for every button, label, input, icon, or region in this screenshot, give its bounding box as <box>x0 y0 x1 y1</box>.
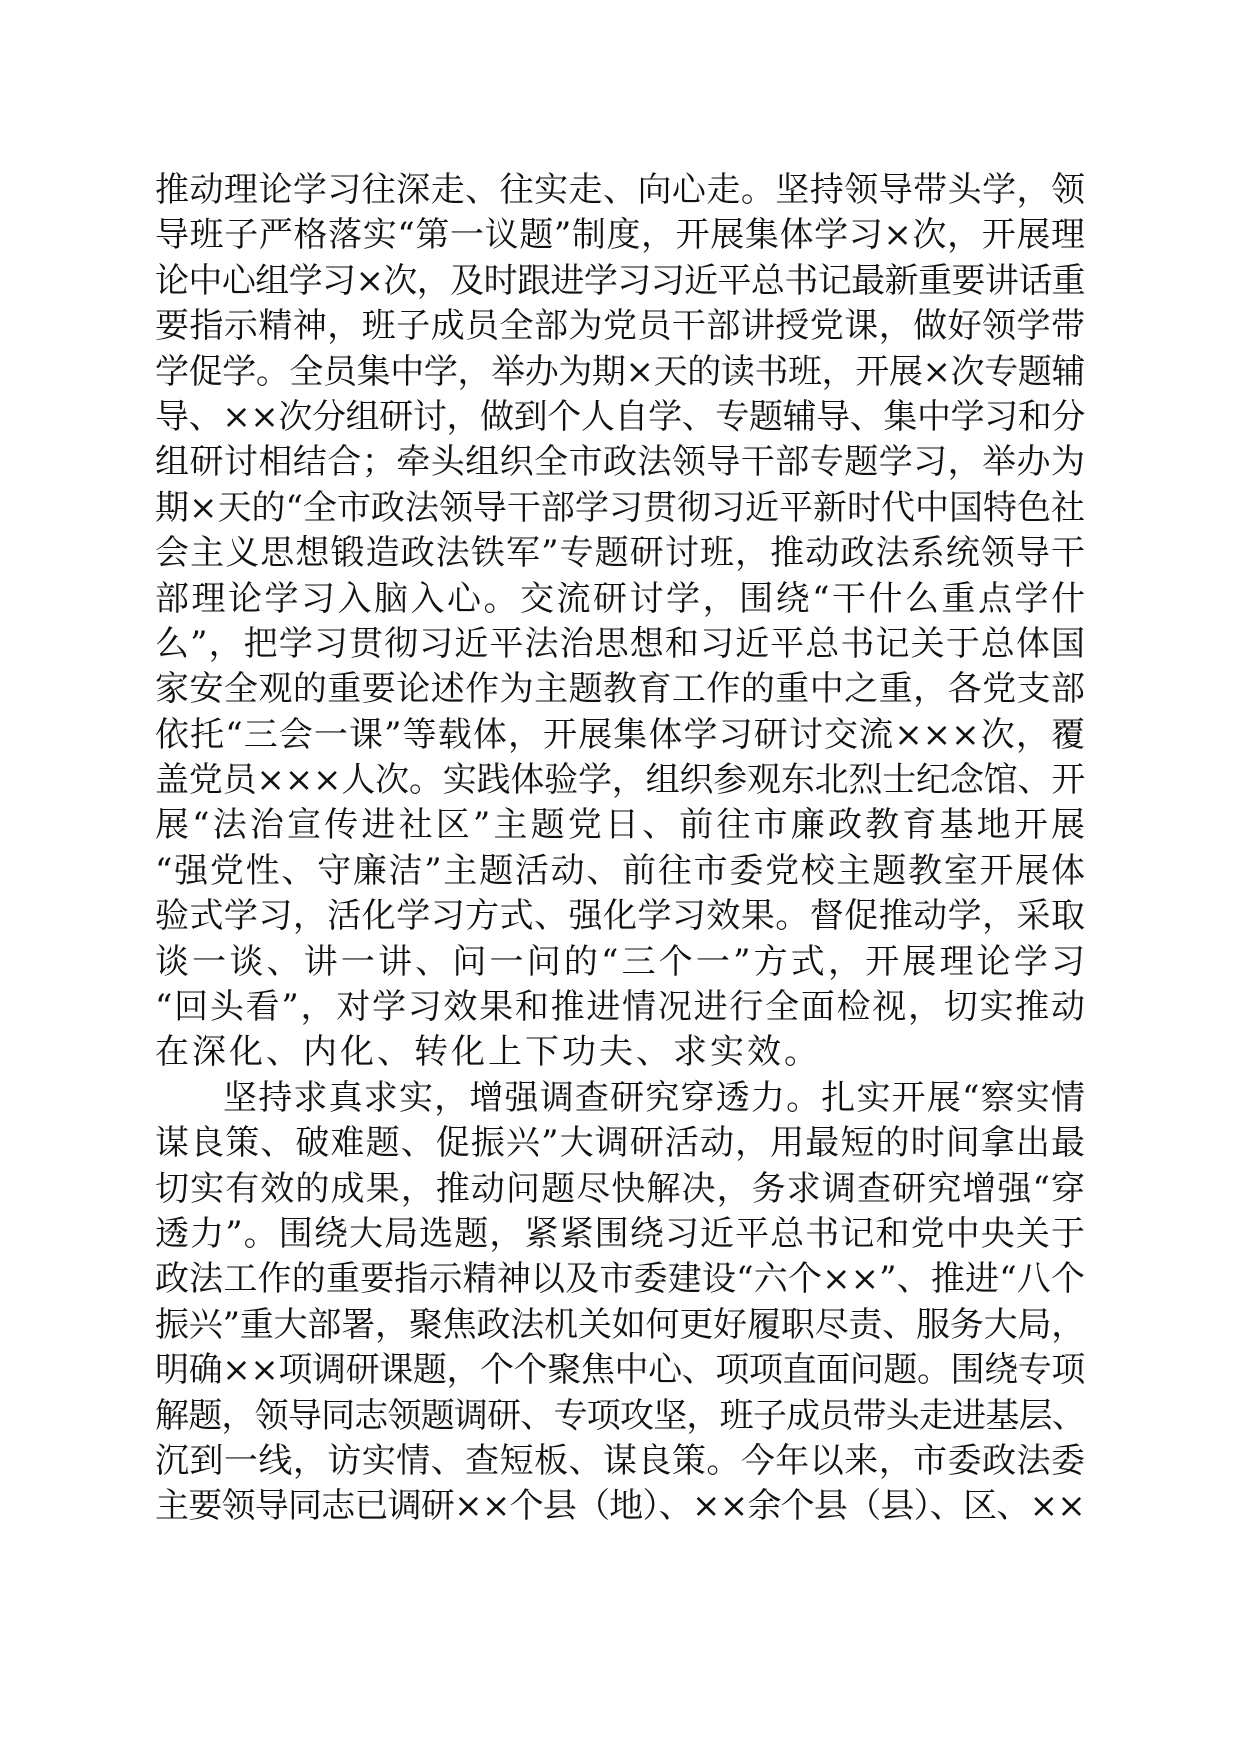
text-line: 期×天的“全市政法领导干部学习贯彻习近平新时代中国特色社 <box>155 487 1085 528</box>
text-line: 谈一谈、讲一讲、问一问的“三个一”方式，开展理论学习 <box>155 941 1085 982</box>
text-line: 主要领导同志已调研××个县（地）、××余个县（县）、区、×× <box>155 1486 1085 1527</box>
text-line: 推动理论学习往深走、往实走、向心走。坚持领导带头学，领 <box>155 170 1085 210</box>
paragraph-first-line: 坚持求真求实，增强调查研究穿透力。扎实开展“察实情 <box>223 1077 1085 1118</box>
text-line: 在深化、内化、转化上下功夫、求实效。 <box>155 1032 821 1073</box>
text-line: 论中心组学习×次，及时跟进学习习近平总书记最新重要讲话重 <box>155 260 1085 301</box>
text-line: 验式学习，活化学习方式、强化学习效果。督促推动学，采取 <box>155 896 1085 937</box>
text-line: 振兴”重大部署，聚焦政法机关如何更好履职尽责、服务大局， <box>155 1304 1085 1345</box>
text-line: 导班子严格落实“第一议题”制度，开展集体学习×次，开展理 <box>155 215 1085 256</box>
text-line: 会主义思想锻造政法铁军”专题研讨班，推动政法系统领导干 <box>155 533 1085 574</box>
text-line: 解题，领导同志领题调研、专项攻坚，班子成员带头走进基层、 <box>155 1395 1085 1436</box>
text-line: 要指示精神，班子成员全部为党员干部讲授党课，做好领学带 <box>155 306 1085 347</box>
body-text <box>155 168 1085 1530</box>
text-line: 导、××次分组研讨，做到个人自学、专题辅导、集中学习和分 <box>155 396 1085 437</box>
text-line: 组研讨相结合；牵头组织全市政法领导干部专题学习，举办为 <box>155 442 1085 483</box>
text-line: 透力”。围绕大局选题，紧紧围绕习近平总书记和党中央关于 <box>155 1213 1085 1254</box>
text-line: 沉到一线，访实情、查短板、谋良策。今年以来，市委政法委 <box>155 1440 1085 1481</box>
text-line: 切实有效的成果，推动问题尽快解决，务求调查研究增强“穿 <box>155 1168 1085 1209</box>
text-line: 依托“三会一课”等载体，开展集体学习研讨交流×××次，覆 <box>155 714 1085 755</box>
text-line: 明确××项调研课题，个个聚焦中心、项项直面问题。围绕专项 <box>155 1350 1085 1391</box>
text-line: “回头看”，对学习效果和推进情况进行全面检视，切实推动 <box>155 987 1085 1028</box>
text-line: 盖党员×××人次。实践体验学，组织参观东北烈士纪念馆、开 <box>155 760 1085 801</box>
text-line: “强党性、守廉洁”主题活动、前往市委党校主题教室开展体 <box>155 850 1085 891</box>
text-line: 展“法治宣传进社区”主题党日、前往市廉政教育基地开展 <box>155 805 1085 846</box>
text-line: 政法工作的重要指示精神以及市委建设“六个××”、推进“八个 <box>155 1259 1085 1300</box>
text-line: 部理论学习入脑入心。交流研讨学，围绕“干什么重点学什 <box>155 578 1085 619</box>
text-line: 么”，把学习贯彻习近平法治思想和习近平总书记关于总体国 <box>155 623 1085 664</box>
text-line: 谋良策、破难题、促振兴”大调研活动，用最短的时间拿出最 <box>155 1123 1085 1164</box>
text-line: 学促学。全员集中学，举办为期×天的读书班，开展×次专题辅 <box>155 351 1085 392</box>
text-line: 家安全观的重要论述作为主题教育工作的重中之重，各党支部 <box>155 669 1085 710</box>
